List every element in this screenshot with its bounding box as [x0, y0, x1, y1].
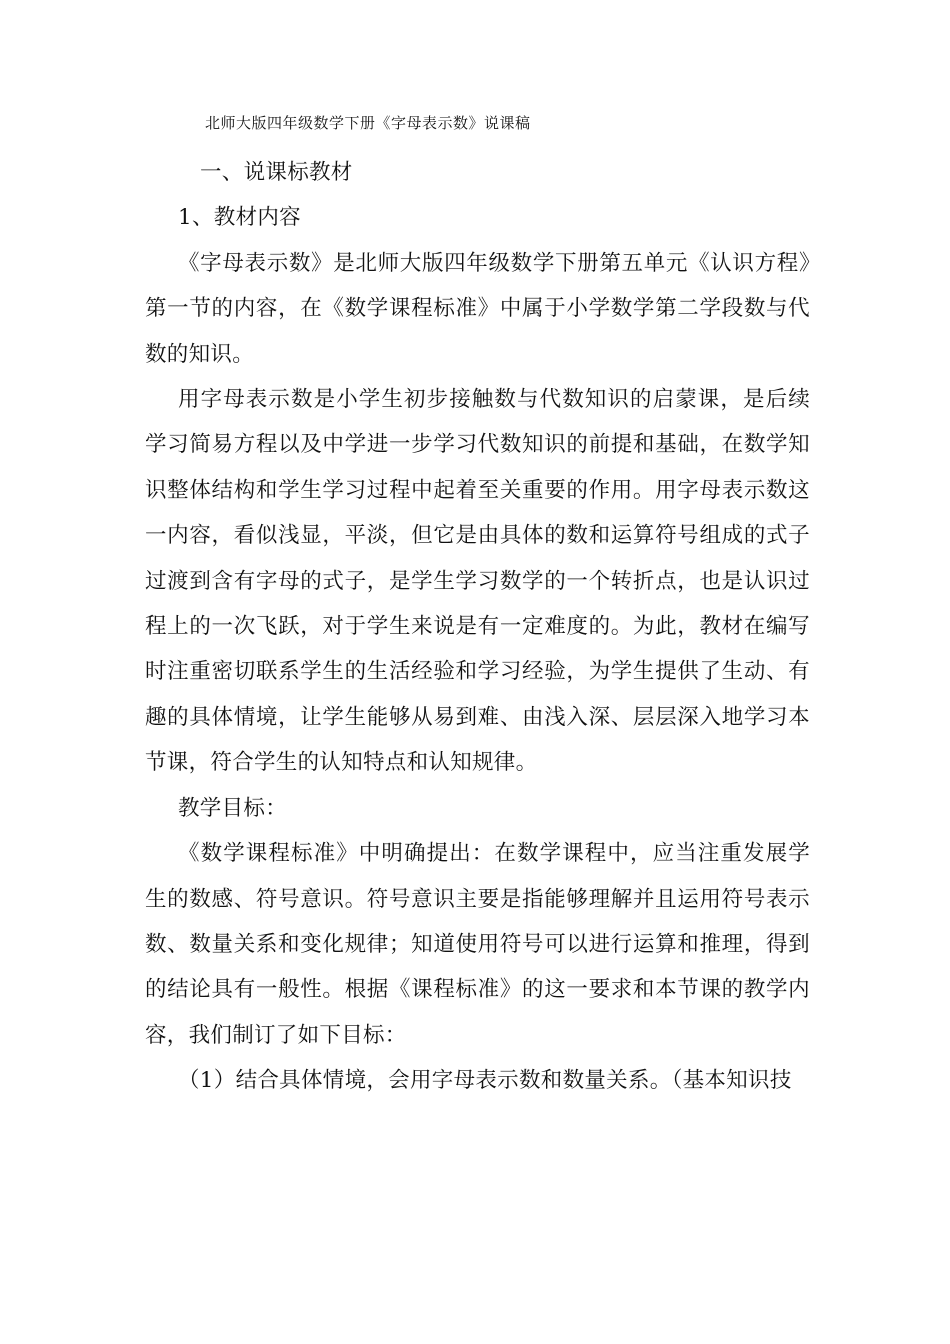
section-heading: 一、说课标教材 — [200, 160, 353, 185]
goals-paragraph: 《数学课程标准》中明确提出：在数学课程中，应当注重发展学生的数感、符号意识。符号意识主要是指能够理解并且运用符号表示数、数量关系和变化规律；知道使用符号可以进行运算和推理，得到的结论具有一般性。根据《课程标准》的这一要求和本节课的教学内容，我们制订了如下目标： — [145, 841, 810, 1048]
goal-item-1: （1）结合具体情境，会用字母表示数和数量关系。（基本知识技 — [178, 1068, 792, 1094]
paragraph-content-detail: 用字母表示数是小学生初步接触数与代数知识的启蒙课，是后续学习简易方程以及中学进一步学习代数知识的前提和基础，在数学知识整体结构和学生学习过程中起着至关重要的作用。用字母表示数这一内容，看似浅显，平淡，但它是由具体的数和运算符号组成的式子过渡到含有字母的式子，是学生学习数学的一个转折点，也是认识过程上的一次飞跃，对于学生来说是有一定难度的。为此，教材在编写时注重密切联系学生的生活经验和学习经验，为学生提供了生动、有趣的具体情境，让学生能够从易到难、由浅入深、层层深入地学习本节课，符合学生的认知特点和认知规律。 — [145, 387, 810, 776]
goals-heading: 教学目标： — [178, 795, 288, 821]
sub-heading: 1、教材内容 — [178, 205, 301, 231]
document-title: 北师大版四年级数学下册《字母表示数》说课稿 — [205, 114, 531, 132]
paragraph-content-intro: 《字母表示数》是北师大版四年级数学下册第五单元《认识方程》第一节的内容，在《数学课程标准》中属于小学数学第二学段数与代数的知识。 — [145, 250, 810, 367]
document-body — [145, 150, 810, 1104]
